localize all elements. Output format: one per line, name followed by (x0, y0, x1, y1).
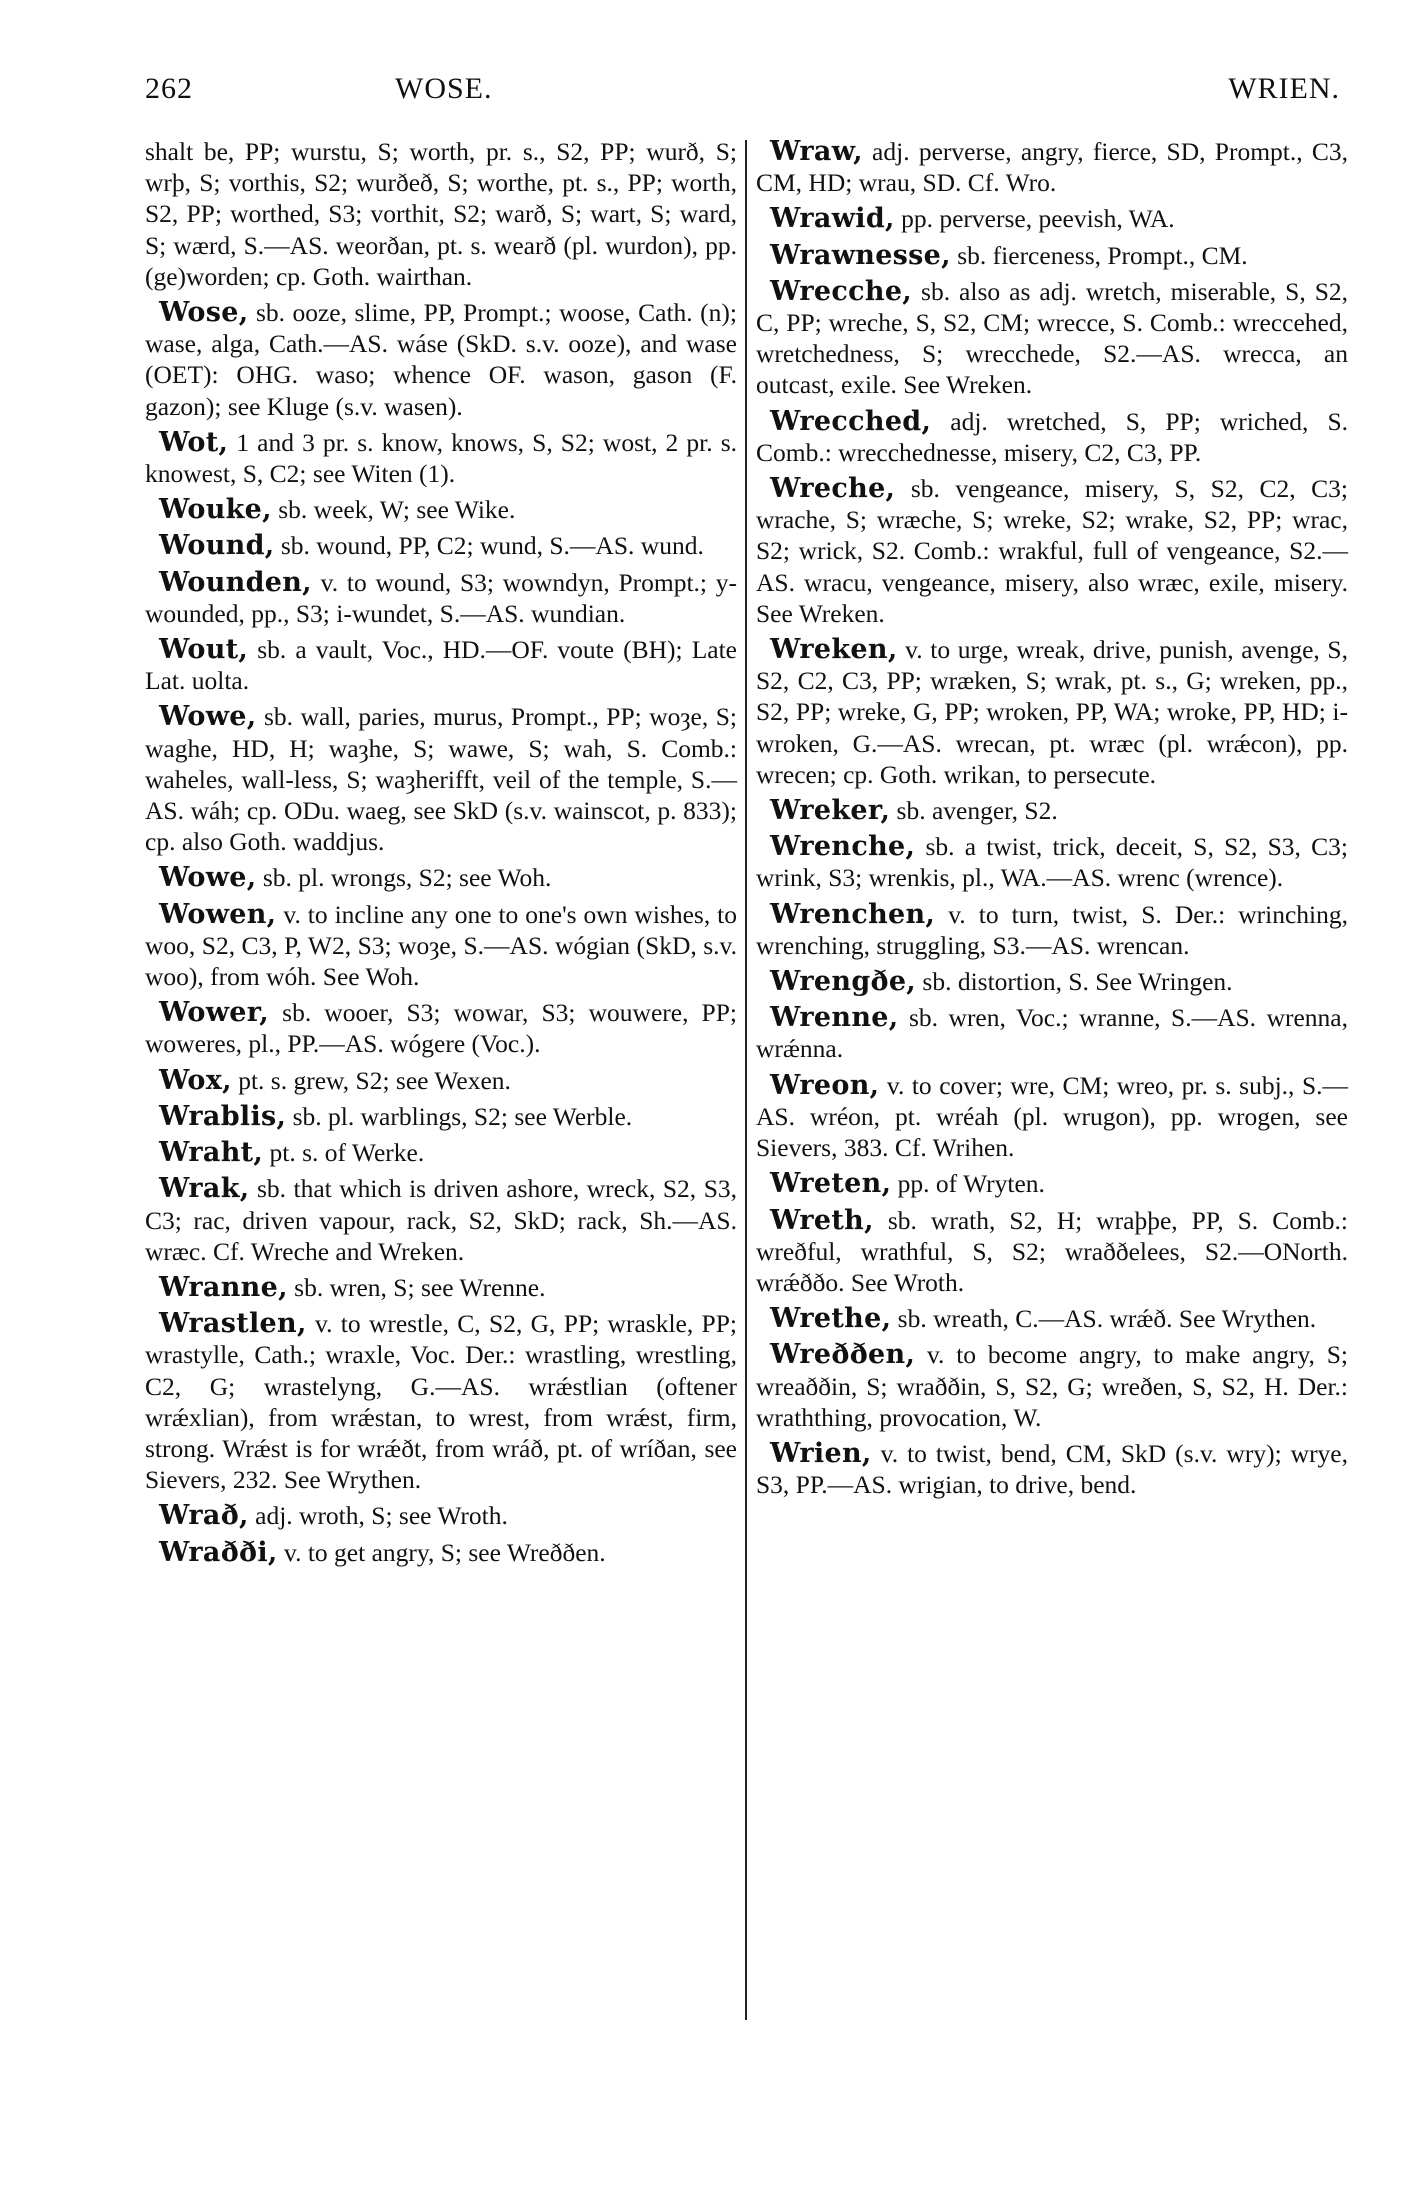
entry-body: sb. wren, Voc.; wranne, S.—AS. wrenna, wrǽnna. (756, 1003, 1348, 1064)
entry-body: pp. of Wryten. (897, 1169, 1045, 1199)
dictionary-entry (145, 1272, 737, 1303)
dictionary-entry (145, 1173, 737, 1267)
dictionary-entry (145, 1500, 737, 1531)
dictionary-entry (756, 831, 1348, 893)
entry-headword: Wowen, (159, 898, 277, 930)
dictionary-entry (145, 1537, 737, 1568)
entry-headword: Wower, (159, 997, 270, 1029)
left-guide-word: WOSE. (395, 72, 493, 105)
dictionary-entry (145, 1137, 737, 1168)
entry-headword: Wouke, (159, 494, 272, 526)
entry-headword: Wreken, (770, 634, 898, 666)
dictionary-entry (145, 297, 737, 422)
entry-headword: Wreth, (770, 1204, 874, 1236)
entry-body: sb. that which is driven ashore, wreck, S2, S3, C3; rac, driven vapour, rack, S2, SkD; rack, Sh.—AS. wræc. Cf. Wreche and Wreken. (145, 1174, 738, 1266)
entry-body: shalt be, PP; wurstu, S; worth, pr. s., S2, PP; wurð, S; wrþ, S; vorthis, S2; wurðeð, S; worthe, pt. s., PP; worth, S2, PP; worthed, S3; vorthit, S2; warð, S; wart, S; ward, S; wærd, S.—AS. weorðan, pt. s. wearð (pl. wurdon), pp. (ge)worden; cp. Goth. wairthan. (145, 137, 737, 291)
dictionary-entry (756, 203, 1348, 234)
entry-headword: Wrawnesse, (770, 239, 951, 271)
entry-body: sb. a twist, trick, deceit, S, S2, S3, C3; wrink, S3; wrenkis, pl., WA.—AS. wrenc (wrence). (756, 832, 1349, 893)
entry-body: v. to incline any one to one's own wishes, to woo, S2, C3, P, W2, S3; woȝe, S.—AS. wógian (SkD, s.v. woo), from wóh. See Woh. (145, 899, 738, 992)
entry-headword: Wrablis, (159, 1100, 287, 1132)
entry-headword: Wrenche, (770, 831, 916, 863)
entry-headword: Wounden, (159, 566, 312, 598)
dictionary-entry (756, 136, 1348, 198)
entry-body: adj. wretched, S, PP; wriched, S. Comb.: wrecchednesse, misery, C2, C3, PP. (756, 406, 1349, 467)
entry-headword: Wowe, (159, 701, 257, 733)
entry-headword: Wraðði, (159, 1536, 278, 1568)
entry-body: pt. s. of Werke. (269, 1138, 425, 1168)
entry-body: adj. wroth, S; see Wroth. (255, 1501, 508, 1531)
entry-headword: Wrengðe, (770, 966, 917, 998)
dictionary-entry (756, 634, 1348, 790)
dictionary-entry (145, 862, 737, 893)
dictionary-entry (756, 1002, 1348, 1064)
dictionary-entry (756, 473, 1348, 629)
entry-headword: Wrenchen, (770, 898, 936, 930)
entry-headword: Wreker, (770, 795, 891, 827)
entry-headword: Wrien, (770, 1437, 872, 1469)
entry-headword: Wrethe, (770, 1303, 892, 1335)
entry-body: v. to turn, twist, S. Der.: wrinching, wrenching, struggling, S3.—AS. wrencan. (756, 899, 1348, 960)
dictionary-entry (145, 997, 737, 1059)
right-column (756, 136, 1348, 1505)
dictionary-entry (145, 701, 737, 857)
entry-body: sb. wall, paries, murus, Prompt., PP; woȝe, S; waghe, HD, H; waȝhe, S; wawe, S; wah, S. Comb.: waheles, wall-less, S; waȝherifft, veil of the temple, S.—AS. wáh; cp. ODu. waeg, see SkD (s.v. wainscot, p. 833); cp. also Goth. waddjus. (145, 702, 738, 857)
entry-body: adj. perverse, angry, fierce, SD, Prompt., C3, CM, HD; wrau, SD. Cf. Wro. (756, 137, 1349, 198)
entry-headword: Wound, (159, 530, 275, 562)
entry-body: sb. week, W; see Wike. (278, 495, 516, 525)
entry-body: sb. wreath, C.—AS. wrǽð. See Wrythen. (897, 1304, 1317, 1334)
entry-headword: Wrecche, (770, 275, 913, 307)
entry-body: sb. vengeance, misery, S, S2, C2, C3; wrache, S; wræche, S; wreke, S2; wrake, S2, PP; wrac, S2; wrick, S2. Comb.: wrakful, full of vengeance, S2.—AS. wracu, vengeance, misery, also wræc, exile, misery. See Wreken. (756, 474, 1349, 628)
dictionary-entry (756, 1205, 1348, 1299)
entry-body: sb. also as adj. wretch, miserable, S, S2, C, PP; wreche, S, S2, CM; wrecce, S. Comb.: wreccehed, wretchedness, S; wrecchede, S2.—AS. wrecca, an outcast, exile. See Wreken. (756, 276, 1348, 400)
dictionary-entry (145, 634, 737, 696)
column-divider (745, 140, 747, 2020)
entry-headword: Wrecched, (770, 405, 932, 437)
entry-body: sb. avenger, S2. (896, 796, 1058, 826)
entry-headword: Wout, (159, 634, 249, 666)
dictionary-entry (756, 1303, 1348, 1334)
entry-body: sb. wound, PP, C2; wund, S.—AS. wund. (280, 531, 704, 561)
dictionary-entry (145, 567, 737, 629)
entry-body: 1 and 3 pr. s. know, knows, S, S2; wost, 2 pr. s. knowest, S, C2; see Witen (1). (145, 427, 738, 489)
page-number: 262 (145, 72, 193, 105)
entry-headword: Wranne, (159, 1271, 288, 1303)
entry-body: sb. distortion, S. See Wringen. (922, 967, 1233, 997)
entry-body: v. to twist, bend, CM, SkD (s.v. wry); wrye, S3, PP.—AS. wrigian, to drive, bend. (756, 1438, 1349, 1500)
entry-headword: Wreon, (770, 1069, 880, 1101)
dictionary-entry (756, 1438, 1348, 1500)
dictionary-entry (756, 795, 1348, 826)
dictionary-entry (145, 1101, 737, 1132)
entry-body: v. to wrestle, C, S2, G, PP; wraskle, PP; wrastylle, Cath.; wraxle, Voc. Der.: wrastling, wrestling, C2, G; wrastelyng, G.—AS. wrǽstlian (oftener wrǽxlian), from wrǽstan, to wrest, from wrǽst, firm, strong. Wrǽst is for wrǽðt, from wráð, pt. of wríðan, see Sievers, 232. See Wrythen. (145, 1309, 737, 1495)
entry-headword: Wot, (159, 426, 229, 458)
entry-headword: Wrað, (159, 1500, 249, 1532)
entry-body: v. to urge, wreak, drive, punish, avenge, S, S2, C2, C3, PP; wræken, S; wrak, pt. s., G; wreken, pp., S2, PP; wreke, G, PP; wroken, PP, WA; wroke, PP, HD; i-wroken, G.—AS. wrecan, pt. wræc (pl. wrǽcon), pp. wrecen; cp. Goth. wrikan, to persecute. (756, 635, 1348, 789)
entry-body: pt. s. grew, S2; see Wexen. (238, 1065, 511, 1095)
entry-body: sb. wrath, S2, H; wraþþe, PP, S. Comb.: wreðful, wrathful, S, S2; wraððelees, S2.—ONorth. wrǽððo. See Wroth. (756, 1205, 1349, 1297)
dictionary-entry (145, 530, 737, 561)
dictionary-entry (145, 1065, 737, 1096)
dictionary-entry (756, 1339, 1348, 1433)
left-column (145, 136, 737, 1573)
entry-body: sb. wooer, S3; wowar, S3; wouwere, PP; woweres, pl., PP.—AS. wógere (Voc.). (145, 998, 738, 1059)
entry-headword: Wreche, (770, 473, 896, 505)
dictionary-entry (756, 1070, 1348, 1164)
dictionary-entry (145, 899, 737, 993)
entry-body: v. to become angry, to make angry, S; wreaððin, S; wraððin, S, S2, G; wreðen, S, S2, H. Der.: wraththing, provocation, W. (756, 1340, 1348, 1432)
entry-body: v. to cover; wre, CM; wreo, pr. s. subj., S.—AS. wréon, pt. wréah (pl. wrugon), pp. wrogen, see Sievers, 383. Cf. Wrihen. (756, 1070, 1349, 1163)
running-header (145, 72, 1350, 116)
entry-body: v. to wound, S3; wowndyn, Prompt.; y-wounded, pp., S3; i-wundet, S.—AS. wundian. (145, 567, 737, 628)
dictionary-entry (756, 899, 1348, 961)
entry-headword: Wreððen, (770, 1339, 916, 1371)
dictionary-entry (756, 1168, 1348, 1199)
entry-body: sb. pl. wrongs, S2; see Woh. (262, 863, 552, 893)
entry-body: pp. perverse, peevish, WA. (901, 204, 1175, 234)
entry-headword: Wraht, (159, 1137, 264, 1169)
entry-body: sb. ooze, slime, PP, Prompt.; woose, Cath. (n); wase, alga, Cath.—AS. wáse (SkD. s.v. ooze), and wase (OET): OHG. waso; whence OF. wason, gason (F. gazon); see Kluge (s.v. wasen). (145, 298, 737, 421)
entry-headword: Wowe, (159, 862, 257, 894)
entry-body: sb. wren, S; see Wrenne. (294, 1272, 546, 1302)
entry-body: v. to get angry, S; see Wreððen. (283, 1537, 606, 1567)
dictionary-entry (756, 240, 1348, 271)
dictionary-entry (145, 427, 737, 489)
dictionary-entry (756, 276, 1348, 401)
entry-headword: Wrenne, (770, 1002, 899, 1034)
entry-headword: Wraw, (770, 136, 863, 167)
dictionary-entry (756, 406, 1348, 468)
dictionary-entry (145, 494, 737, 525)
entry-body: sb. a vault, Voc., HD.—OF. voute (BH); Late Lat. uolta. (145, 635, 738, 696)
dictionary-entry (145, 136, 737, 292)
entry-headword: Wrastlen, (159, 1308, 307, 1340)
right-guide-word: WRIEN. (1228, 72, 1340, 105)
dictionary-entry (145, 1308, 737, 1495)
entry-headword: Wrawid, (770, 203, 895, 235)
entry-headword: Wox, (159, 1064, 232, 1096)
entry-headword: Wose, (159, 297, 249, 329)
entry-headword: Wreten, (770, 1168, 892, 1200)
entry-body: sb. pl. warblings, S2; see Werble. (292, 1101, 633, 1131)
entry-body: sb. fierceness, Prompt., CM. (957, 240, 1248, 270)
entry-headword: Wrak, (159, 1173, 250, 1205)
dictionary-entry (756, 966, 1348, 997)
